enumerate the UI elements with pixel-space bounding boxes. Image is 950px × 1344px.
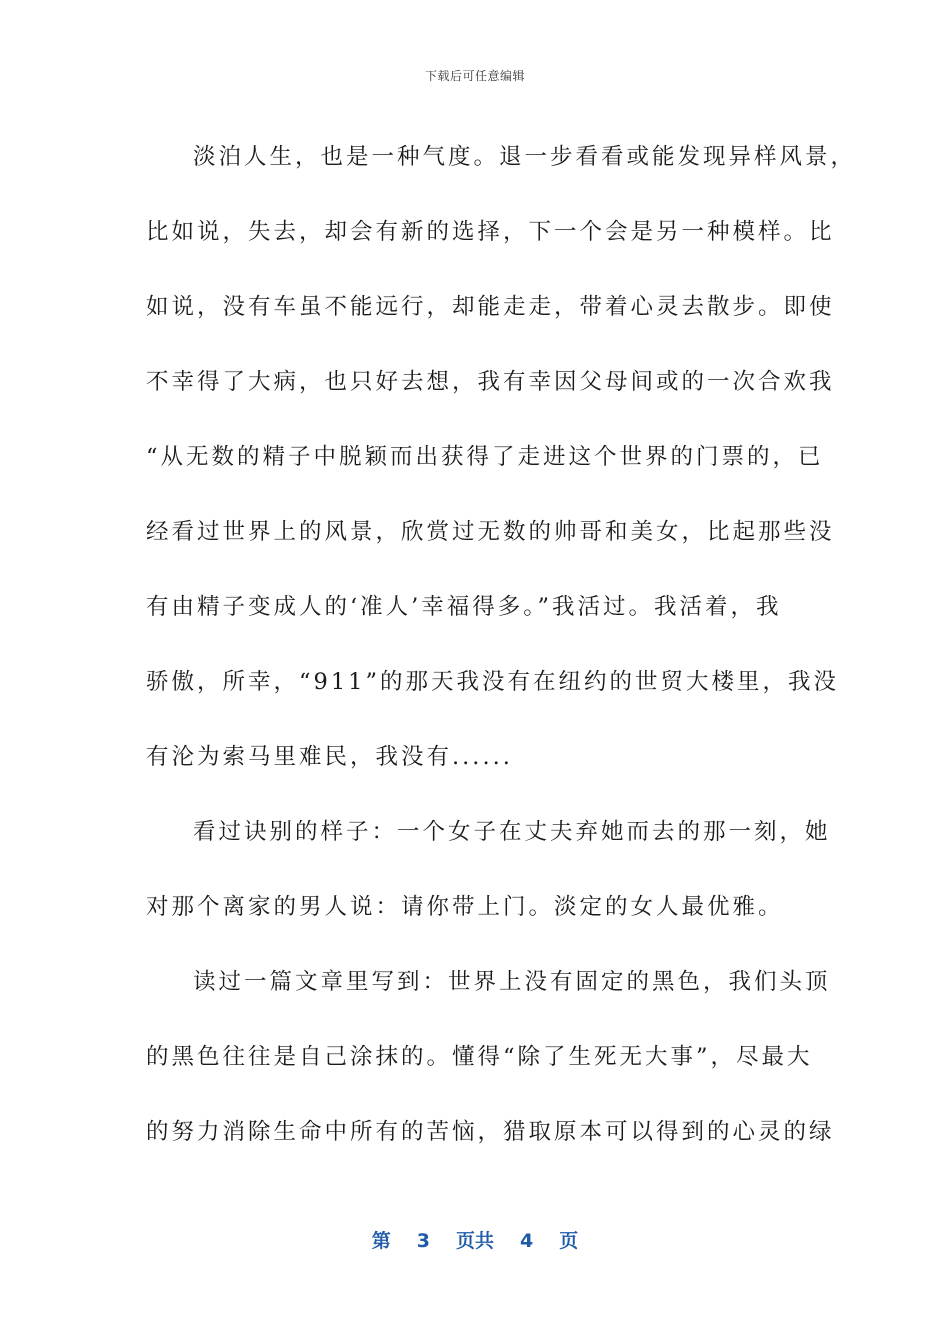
- footer-middle: 页共: [455, 1230, 494, 1252]
- current-page-number: 3: [416, 1230, 430, 1252]
- paragraph-1-line-9: 有沦为索马里难民，我没有......: [146, 744, 513, 770]
- paragraph-1-line-8: 骄傲，所幸，“911”的那天我没有在纽约的世贸大楼里，我没: [146, 669, 839, 695]
- paragraph-1-line-7: 有由精子变成人的‘准人’幸福得多。”我活过。我活着，我: [146, 594, 782, 620]
- paragraph-3-line-3: 的努力消除生命中所有的苦恼，猎取原本可以得到的心灵的绿: [146, 1119, 835, 1145]
- footer-prefix: 第: [371, 1230, 391, 1252]
- paragraph-1-line-4: 不幸得了大病，也只好去想，我有幸因父母间或的一次合欢我: [146, 369, 835, 395]
- header-note: 下载后可任意编辑: [424, 69, 525, 83]
- page-footer: [0, 1226, 950, 1253]
- paragraph-1-line-6: 经看过世界上的风景，欣赏过无数的帅哥和美女，比起那些没: [146, 519, 835, 545]
- paragraph-2-line-2: 对那个离家的男人说：请你带上门。淡定的女人最优雅。: [146, 894, 784, 920]
- document-body: [146, 144, 857, 1196]
- paragraph-3-line-1: 读过一篇文章里写到：世界上没有固定的黑色，我们头顶: [193, 969, 831, 995]
- paragraph-1-line-3: 如说，没有车虽不能远行，却能走走，带着心灵去散步。即使: [146, 294, 835, 320]
- paragraph-1-line-5: “从无数的精子中脱颖而出获得了走进这个世界的门票的，已: [146, 444, 824, 470]
- paragraph-1-line-1: 淡泊人生，也是一种气度。退一步看看或能发现异样风景，: [193, 144, 857, 170]
- paragraph-3-line-2: 的黑色往往是自己涂抹的。懂得“除了生死无大事”，尽最大: [146, 1044, 813, 1070]
- paragraph-2-line-1: 看过诀别的样子：一个女子在丈夫弃她而去的那一刻，她: [193, 819, 831, 845]
- footer-suffix: 页: [559, 1230, 579, 1252]
- total-pages-number: 4: [520, 1230, 534, 1252]
- paragraph-1-line-2: 比如说，失去，却会有新的选择，下一个会是另一种模样。比: [146, 219, 835, 245]
